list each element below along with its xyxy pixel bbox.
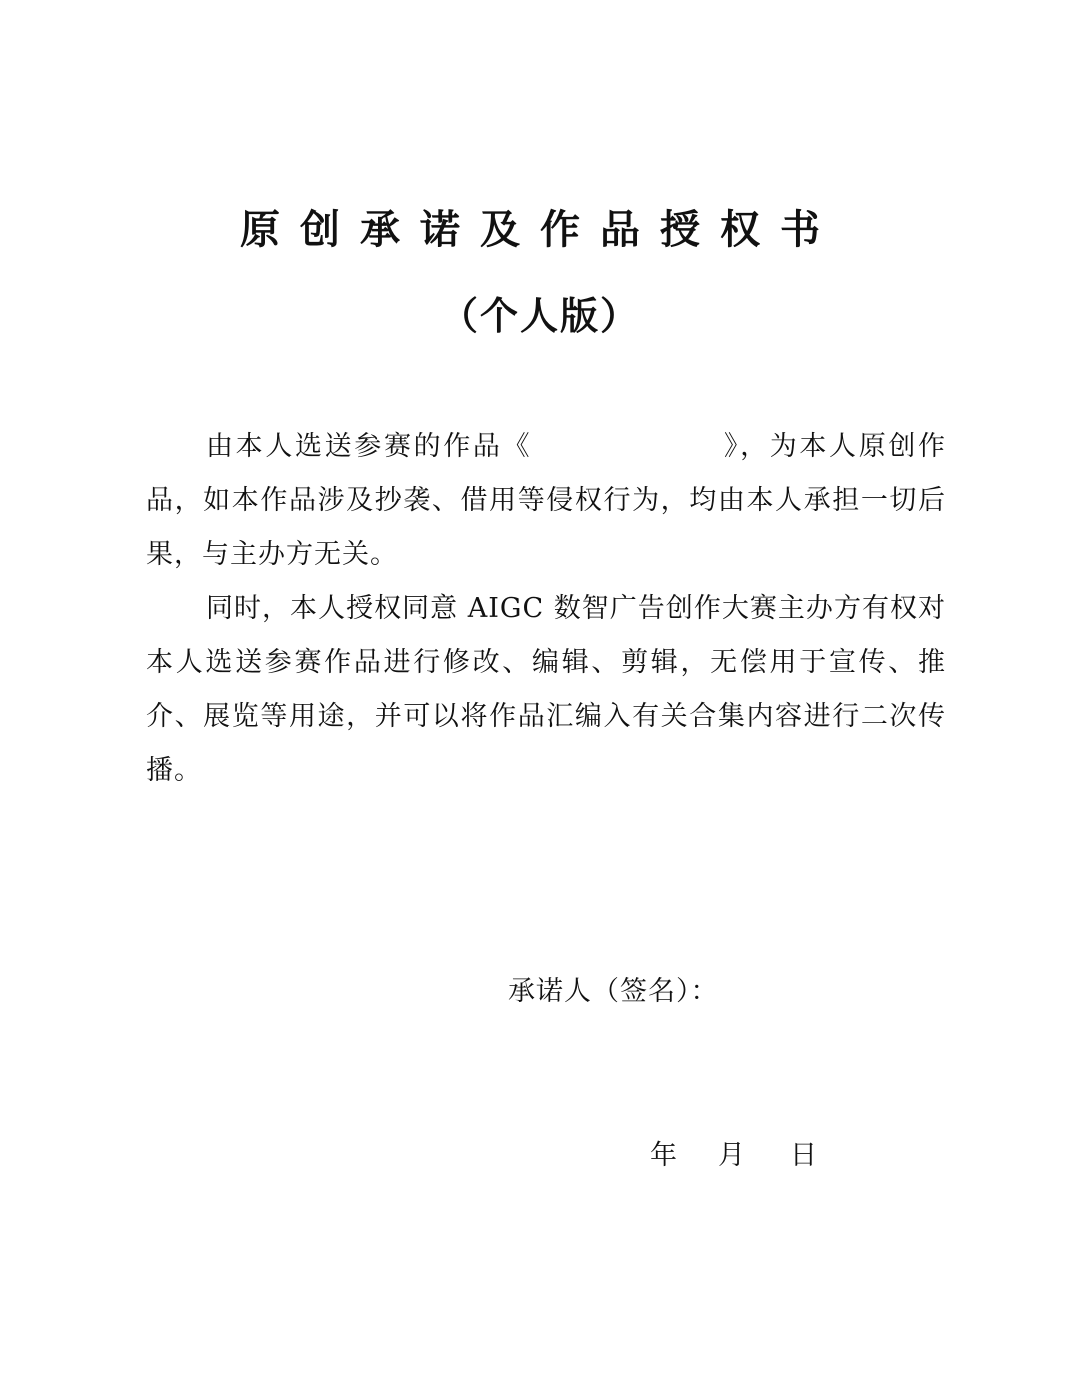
date-line (650, 1134, 817, 1178)
paragraph-authorization: 同时，本人授权同意 AIGC 数智广告创作大赛主办方有权对本人选送参赛作品进行修改、编辑、剪辑，无偿用于宣传、推介、展览等用途，并可以将作品汇编入有关合集内容进行二次传播。 (146, 593, 946, 786)
date-month-label: 月 (718, 1140, 745, 1171)
document-title: 原创承诺及作品授权书 (240, 206, 840, 253)
signature-label: 承诺人（签名）： (508, 976, 719, 1007)
date-day-label: 日 (790, 1140, 817, 1171)
document-body (146, 420, 946, 798)
document-subtitle: （个人版） (439, 293, 640, 338)
paragraph-originality-lead: 由本人选送参赛的作品《 (206, 431, 533, 462)
paragraph-originality-rest: 》，为本人原创作品，如本作品涉及抄袭、借用等侵权行为，均由本人承担一切后果，与主办方无关。 (146, 431, 947, 570)
paragraph-originality (146, 420, 946, 582)
date-year-label: 年 (650, 1140, 677, 1171)
